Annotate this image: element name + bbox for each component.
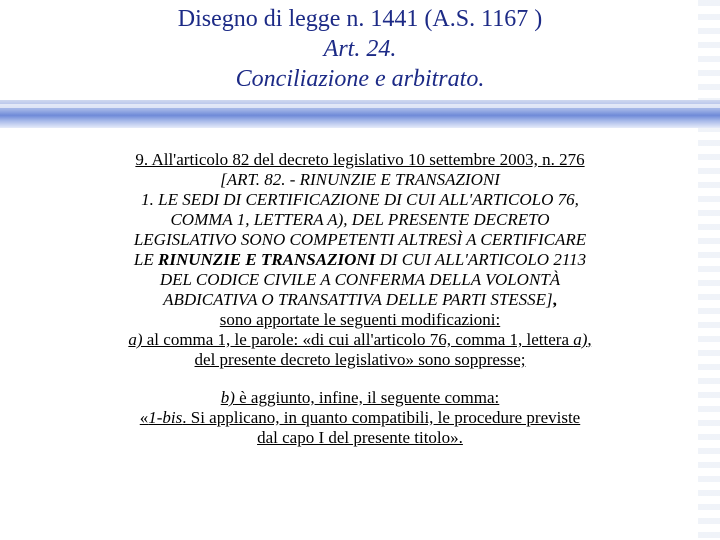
- quote-line-5-bold: RINUNZIE E TRANSAZIONI: [158, 250, 376, 269]
- document-body: [30, 150, 690, 448]
- item-a-text-1: al comma 1, le parole: «di cui all'articolo 76, comma 1, lettera: [142, 330, 574, 349]
- item-a-line-2: del presente decreto legislativo» sono soppresse;: [194, 350, 526, 369]
- quote-line-6: DEL CODICE CIVILE A CONFERMA DELLA VOLONTÀ: [159, 270, 561, 289]
- quote-line-7-text: ABDICATIVA O TRANSATTIVA DELLE PARTI STESSE]: [163, 290, 553, 309]
- title-bill-number: Disegno di legge n. 1441 (A.S. 1167 ): [177, 6, 543, 32]
- intro-line: sono apportate le seguenti modificazioni:: [219, 310, 501, 329]
- quote-line-1: [ART. 82. - RINUNZIE E TRANSAZIONI: [220, 170, 500, 189]
- item-b-quote-line-2: dal capo I del presente titolo».: [257, 428, 463, 447]
- quote-line-5-pre: LE: [133, 250, 158, 269]
- item-b-quote-text-1: . Si applicano, in quanto compatibili, le procedure previste: [182, 408, 581, 427]
- paragraph-gap: [30, 370, 690, 388]
- quote-line-7: [30, 290, 690, 310]
- item-b-text: è aggiunto, infine, il seguente comma:: [234, 388, 500, 407]
- item-a-marker: a): [128, 330, 143, 349]
- item-a-line-1: [30, 330, 690, 350]
- item-b-quote-bis: 1-bis: [148, 408, 183, 427]
- slide-title: [0, 4, 720, 94]
- quote-line-7-end: ,: [552, 290, 557, 309]
- item-b-marker: b): [220, 388, 235, 407]
- decorative-band-shine: [0, 104, 720, 108]
- item-b-quote-line-1: [30, 408, 690, 428]
- item-b-quote-open: «: [139, 408, 149, 427]
- quote-line-5-post: DI CUI ALL'ARTICOLO 2113: [375, 250, 587, 269]
- title-article: Art. 24.: [323, 36, 397, 62]
- title-subject: Conciliazione e arbitrato.: [235, 66, 485, 92]
- body-heading: 9. All'articolo 82 del decreto legislativo 10 settembre 2003, n. 276: [135, 150, 585, 169]
- item-b-line: [30, 388, 690, 408]
- quote-line-3: COMMA 1, LETTERA A), DEL PRESENTE DECRETO: [170, 210, 550, 229]
- item-a-text-1-end: ,: [587, 330, 592, 349]
- quote-line-2: 1. LE SEDI DI CERTIFICAZIONE DI CUI ALL'ARTICOLO 76,: [141, 190, 579, 209]
- quote-line-5: [30, 250, 690, 270]
- item-a-letter: a): [573, 330, 588, 349]
- quote-line-4: LEGISLATIVO SONO COMPETENTI ALTRESÌ A CERTIFICARE: [133, 230, 587, 249]
